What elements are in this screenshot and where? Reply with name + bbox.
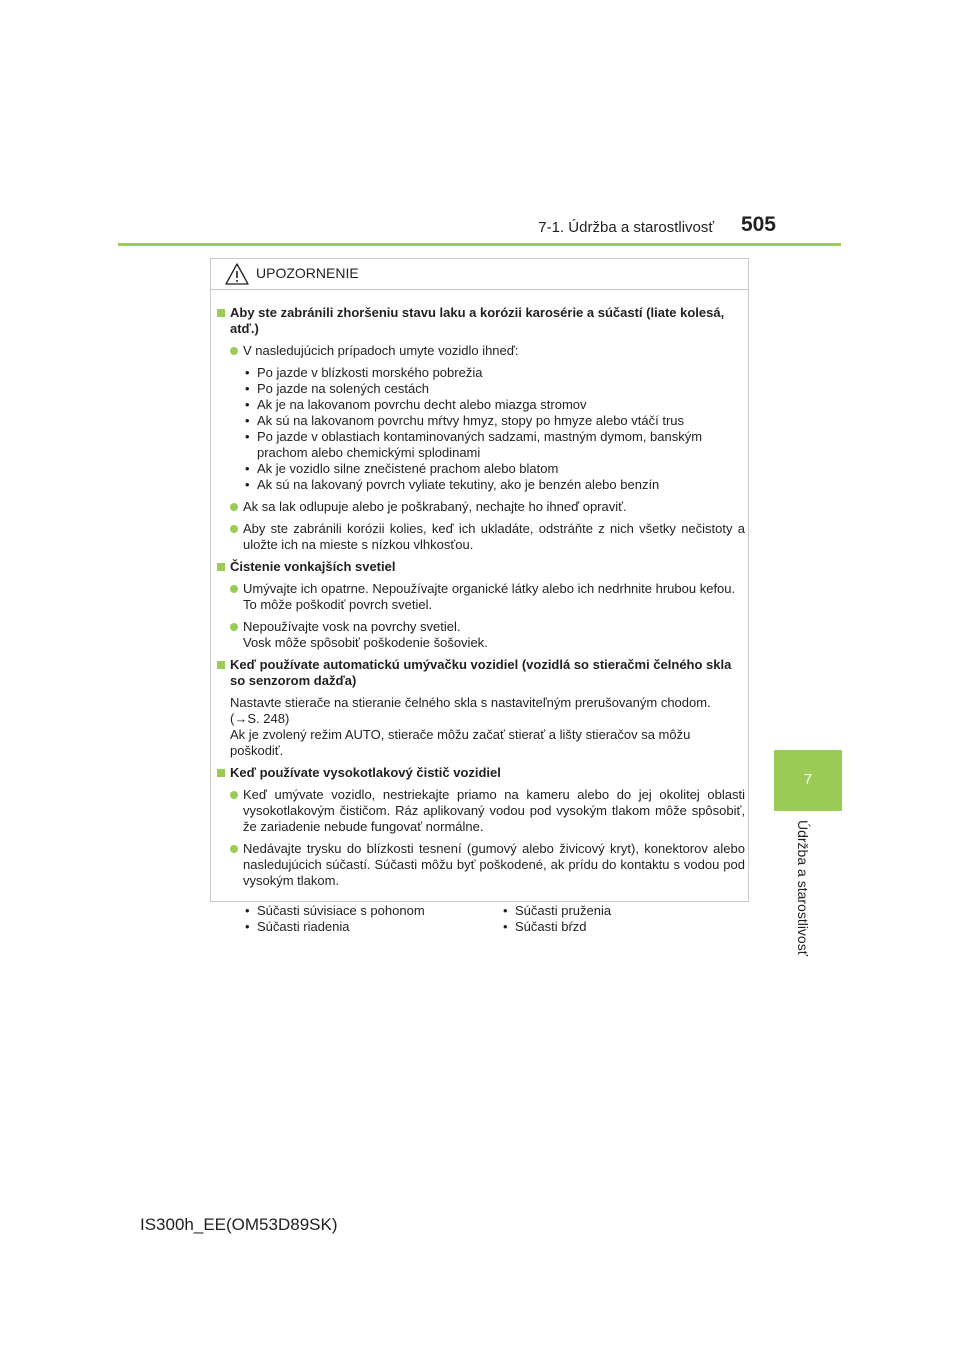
section-title-text: Aby ste zabránili zhoršeniu stavu laku a korózii karosérie a súčastí (liate kolesá, atď.) — [230, 305, 725, 336]
section-title-pressure-washer — [217, 765, 745, 781]
warning-title: UPOZORNENIE — [256, 265, 359, 281]
bullet-paint-repair — [217, 499, 745, 515]
bullet-wheel-storage — [217, 521, 745, 553]
section-square-icon — [217, 563, 225, 571]
header-section-title: 7-1. Údržba a starostlivosť — [538, 219, 714, 236]
bullet-text: Keď umývate vozidlo, nestriekajte priamo na kameru alebo do jej okolitej oblasti vysokotlakovým čističom. Ráz aplikovaný vodou pod vysokým tlakom môže spôsobiť, že zariadenie nebude fungovať normálne. — [243, 787, 745, 834]
chapter-tab — [774, 750, 842, 811]
page-reference-link[interactable]: S. 248 — [247, 711, 285, 726]
bullet-text: Umývajte ich opatrne. Nepoužívajte organické látky alebo ich nedrhnite hrubou kefou. To môže poškodiť povrch svetiel. — [243, 581, 736, 612]
bullet-nozzle — [217, 841, 745, 889]
section-title-text: Keď používate automatickú umývačku vozidiel (vozidlá so stieračmi čelného skla so senzorom dažďa) — [230, 657, 732, 688]
list-item: • Ak je na lakovanom povrchu decht alebo miazga stromov — [245, 397, 587, 412]
list-item: • Súčasti súvisiace s pohonom — [245, 903, 425, 918]
section-square-icon — [217, 769, 225, 777]
bullet-text: V nasledujúcich prípadoch umyte vozidlo ihneď: — [243, 343, 519, 358]
bullet-no-wax — [217, 619, 745, 651]
section-title-car-wash — [217, 657, 745, 689]
document-code: IS300h_EE(OM53D89SK) — [140, 1215, 338, 1234]
section-title-text: Čistenie vonkajších svetiel — [230, 559, 396, 574]
bullet-text: Aby ste zabránili korózii kolies, keď ich ukladáte, odstráňte z nich všetky nečistoty a uložte ich na mieste s nízkou vlhkosťou. — [243, 521, 745, 552]
list-item: • Ak sú na lakovanom povrchu mŕtvy hmyz, stopy po hmyze alebo vtáčí trus — [245, 413, 685, 428]
bullet-dot-icon — [230, 347, 238, 355]
section-square-icon — [217, 661, 225, 669]
arrow-right-icon: → — [234, 711, 248, 726]
bullet-text-line2: Vosk môže spôsobiť poškodenie šošoviek. — [243, 635, 488, 650]
bullet-text: Nedávajte trysku do blízkosti tesnení (gumový alebo živicový kryt), konektorov alebo nasledujúcich súčastí. Súčasti môžu byť poškodené, ak prídu do kontaktu s vodou pod vysokým tlakom. — [243, 841, 745, 888]
list-item: • Ak je vozidlo silne znečistené prachom alebo blatom — [245, 461, 559, 476]
list-item: • Ak sú na lakovaný povrch vyliate tekutiny, ako je benzén alebo benzín — [245, 477, 660, 492]
section-square-icon — [217, 309, 225, 317]
section-title-paint-corrosion — [217, 305, 745, 337]
header-rule — [118, 243, 841, 246]
bullet-camera — [217, 787, 745, 835]
page-number: 505 — [740, 213, 776, 236]
list-item: • Súčasti riadenia — [245, 919, 350, 934]
bullet-dot-icon — [230, 503, 238, 511]
chapter-tab-label: Údržba a starostlivosť — [795, 820, 811, 956]
list-item: • Súčasti bŕzd — [503, 919, 587, 934]
bullet-dot-icon — [230, 623, 238, 631]
bullet-text-line1: Nepoužívajte vosk na povrchy svetiel. — [243, 619, 461, 634]
warning-content — [217, 299, 745, 937]
warning-box-header — [211, 259, 748, 290]
bullet-text: Ak sa lak odlupuje alebo je poškrabaný, nechajte ho ihneď opraviť. — [243, 499, 627, 514]
warning-triangle-icon — [225, 263, 249, 285]
list-item: • Po jazde v oblastiach kontaminovaných sadzami, mastným dymom, banským prachom alebo chemickými splodinami — [245, 429, 703, 460]
chapter-tab-number: 7 — [803, 771, 813, 788]
bullet-dot-icon — [230, 585, 238, 593]
section-title-text: Keď používate vysokotlakový čistič vozidiel — [230, 765, 501, 780]
parts-list — [217, 903, 745, 937]
paragraph-wiper-setting: Nastavte stierače na stieranie čelného skla s nastaviteľným prerušovaným chodom. (→S. 248) Ak je zvolený režim AUTO, stierače môžu začať stierať a lišty stieračov sa môžu poškodiť. — [230, 695, 711, 758]
bullet-dot-icon — [230, 845, 238, 853]
warning-box — [210, 258, 749, 934]
bullet-dot-icon — [230, 525, 238, 533]
section-title-lights — [217, 559, 745, 575]
bullet-wash-lights — [217, 581, 745, 613]
list-item: • Po jazde v blízkosti morského pobrežia — [245, 365, 483, 380]
list-item: • Súčasti pruženia — [503, 903, 612, 918]
list-item: • Po jazde na solených cestách — [245, 381, 429, 396]
bullet-wash-immediately — [217, 343, 745, 359]
bullet-dot-icon — [230, 791, 238, 799]
